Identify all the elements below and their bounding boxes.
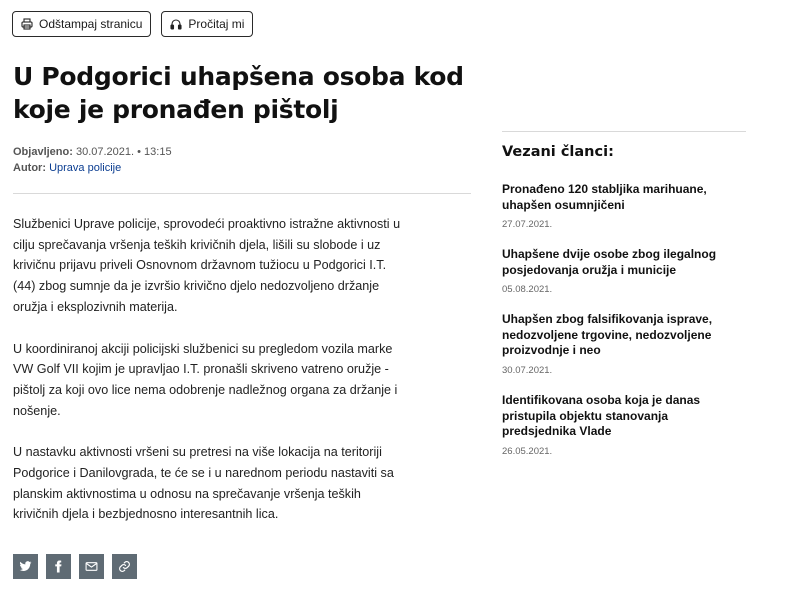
published-label: Objavljeno: — [13, 146, 73, 158]
printer-icon — [21, 18, 33, 30]
email-icon — [85, 560, 98, 573]
related-article-date: 27.07.2021. — [502, 219, 553, 230]
share-bar — [13, 554, 137, 579]
author-line — [13, 160, 172, 176]
share-facebook-button[interactable] — [46, 554, 71, 579]
related-article-link[interactable]: Uhapšene dvije osobe zbog ilegalnog posjedovanja oružja i municije — [502, 247, 717, 277]
headphones-icon — [170, 18, 182, 30]
facebook-icon — [52, 560, 65, 573]
read-aloud-label: Pročitaj mi — [188, 17, 245, 31]
published-value: 30.07.2021. • 13:15 — [75, 146, 172, 158]
sidebar-divider — [502, 131, 746, 132]
article-paragraph: U koordiniranoj akciji policijski službenici su pregledom vozila marke VW Golf VII kojim je upravljao I.T. pronašli skriveno vatreno oružje - pištolj za koji ovo lice nema odobrenje nadležnog organa za držanje i nošenje. — [13, 341, 398, 418]
article-paragraph: U nastavku aktivnosti vršeni su pretresi na više lokacija na teritoriji Podgorice i Danilovgrada, te će se i u narednom periodu nastaviti sa planskim aktivnostima u odnosu na sprečavanje vršenja teških krivičnih djela i bezbjednosno interesantnih lica. — [13, 445, 394, 522]
related-article-link[interactable]: Pronađeno 120 stabljika marihuane, uhapšen osumnjičeni — [502, 182, 707, 212]
article-title: U Podgorici uhapšena osoba kod koje je pronađen pištolj — [13, 62, 464, 124]
link-icon — [118, 560, 131, 573]
article-body — [13, 214, 405, 546]
author-label: Autor: — [13, 162, 46, 174]
related-articles-title: Vezani članci: — [502, 144, 614, 160]
related-article-link[interactable]: Uhapšen zbog falsifikovanja isprave, nedozvoljene trgovine, nedozvoljene proizvodnje i neo — [502, 312, 713, 357]
related-article — [502, 312, 742, 376]
related-article — [502, 247, 742, 295]
related-article-link[interactable]: Identifikovana osoba koja je danas pristupila objektu stanovanja predsjednika Vlade — [502, 393, 701, 438]
published-line — [13, 144, 172, 160]
related-article — [502, 182, 742, 230]
meta-divider — [13, 193, 471, 194]
print-page-label: Odštampaj stranicu — [39, 17, 143, 31]
twitter-icon — [19, 560, 32, 573]
article-paragraph: Službenici Uprave policije, sprovodeći proaktivno istražne aktivnosti u cilju sprečavanja vršenja teških krivičnih djela, lišili su slobode i uz krivičnu prijavu priveli Osnovnom državnom tužiocu u Podgorici I.T. (44) zbog sumnje da je izvršio krivično djelo nedozvoljeno držanje oružja i eksplozivnih materija. — [13, 217, 401, 314]
copy-link-button[interactable] — [112, 554, 137, 579]
article-meta — [13, 144, 172, 176]
related-article-date: 26.05.2021. — [502, 445, 553, 457]
author-link[interactable]: Uprava policije — [49, 162, 122, 174]
share-twitter-button[interactable] — [13, 554, 38, 579]
print-page-button[interactable] — [12, 11, 151, 37]
related-article-date: 30.07.2021. — [502, 364, 553, 376]
related-article-date: 05.08.2021. — [502, 284, 553, 295]
article-toolbar — [12, 11, 253, 37]
related-article — [502, 393, 742, 457]
read-aloud-button[interactable] — [161, 11, 253, 37]
share-email-button[interactable] — [79, 554, 104, 579]
